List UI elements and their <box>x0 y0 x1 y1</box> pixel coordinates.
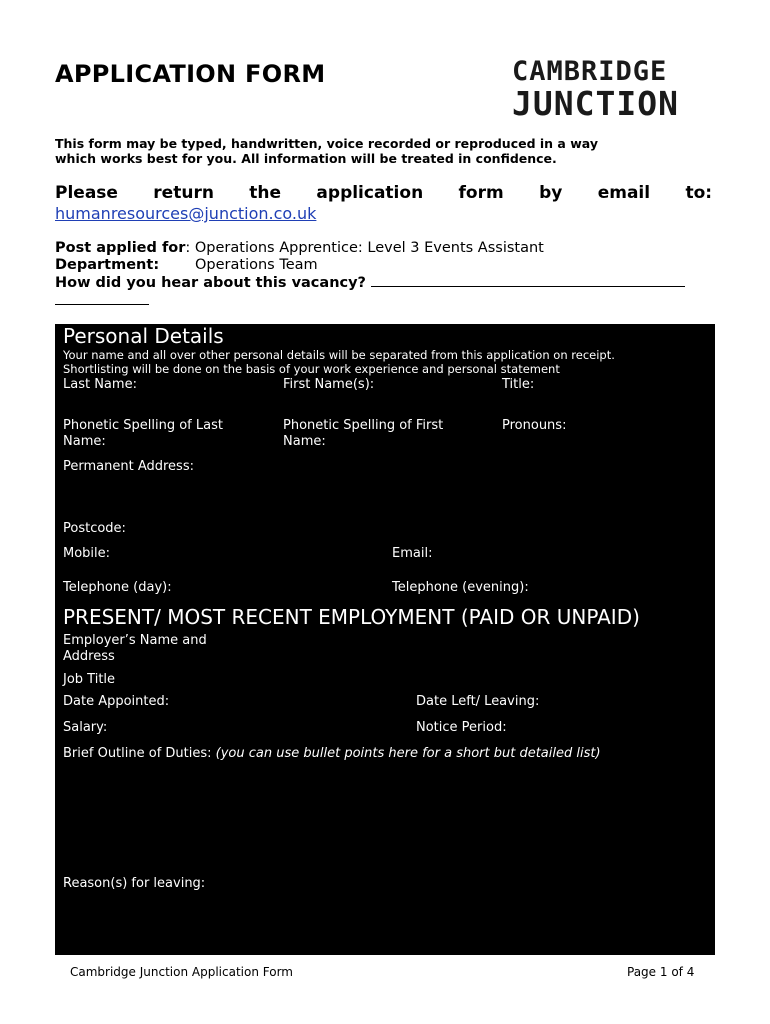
phonetic-first-name-label-1: Phonetic Spelling of First <box>283 418 444 433</box>
pronouns-field[interactable]: Pronouns: <box>502 418 567 433</box>
employer-name-address-field[interactable] <box>63 633 207 665</box>
permanent-address-field[interactable]: Permanent Address: <box>63 459 194 474</box>
return-word: to: <box>685 183 713 203</box>
phonetic-last-name-field[interactable] <box>63 418 223 450</box>
vacancy-source-field-continued[interactable] <box>55 304 149 305</box>
email-field[interactable]: Email: <box>392 546 433 561</box>
department-line <box>55 257 318 274</box>
last-name-field[interactable]: Last Name: <box>63 377 137 392</box>
title-field[interactable]: Title: <box>502 377 535 392</box>
phonetic-first-name-field[interactable] <box>283 418 443 450</box>
vacancy-source-field[interactable] <box>371 274 685 287</box>
footer-page-number: Page 1 of 4 <box>627 965 695 979</box>
employment-heading: PRESENT/ MOST RECENT EMPLOYMENT (PAID OR UNPAID) <box>63 605 640 629</box>
return-word: email <box>597 183 651 203</box>
notice-period-field[interactable]: Notice Period: <box>416 720 507 735</box>
return-word: by <box>539 183 563 203</box>
return-instruction <box>55 183 712 203</box>
personal-details-heading: Personal Details <box>63 324 224 348</box>
duties-hint: (you can use bullet points here for a short but detailed list) <box>215 746 601 761</box>
phonetic-last-name-label-1: Phonetic Spelling of Last <box>63 418 223 433</box>
employer-label-2: Address <box>63 649 115 664</box>
return-word: form <box>458 183 504 203</box>
cambridge-junction-logo <box>512 56 704 123</box>
job-title-field[interactable]: Job Title <box>63 672 116 687</box>
vacancy-source-label: How did you hear about this vacancy? <box>55 275 372 291</box>
return-word: return <box>153 183 214 203</box>
return-word: Please <box>55 183 118 203</box>
postcode-field[interactable]: Postcode: <box>63 521 126 536</box>
logo-line-2: JUNCTION <box>512 84 679 123</box>
personal-details-note-1: Your name and all over other personal details will be separated from this application on receipt. <box>63 348 615 362</box>
date-appointed-field[interactable]: Date Appointed: <box>63 694 170 709</box>
post-applied-line <box>55 240 544 257</box>
intro-text <box>55 136 715 166</box>
post-applied-label: Post applied for <box>55 240 186 256</box>
intro-line-2: which works best for you. All information will be treated in confidence. <box>55 151 557 166</box>
duties-field[interactable] <box>63 746 601 762</box>
salary-field[interactable]: Salary: <box>63 720 108 735</box>
department-value: Operations Team <box>195 257 318 273</box>
intro-line-1: This form may be typed, handwritten, voice recorded or reproduced in a way <box>55 136 598 151</box>
date-left-field[interactable]: Date Left/ Leaving: <box>416 694 540 709</box>
telephone-day-field[interactable]: Telephone (day): <box>63 580 172 595</box>
application-form-panel <box>55 324 715 955</box>
personal-details-note-2: Shortlisting will be done on the basis of your work experience and personal statement <box>63 362 560 376</box>
mobile-field[interactable]: Mobile: <box>63 546 111 561</box>
duties-label: Brief Outline of Duties: <box>63 746 216 761</box>
vacancy-source-line <box>55 274 685 292</box>
page-title: APPLICATION FORM <box>55 60 326 88</box>
phonetic-last-name-label-2: Name: <box>63 434 106 449</box>
department-label: Department: <box>55 257 160 273</box>
employer-label-1: Employer’s Name and <box>63 633 207 648</box>
post-applied-value: : Operations Apprentice: Level 3 Events Assistant <box>185 240 544 256</box>
phonetic-first-name-label-2: Name: <box>283 434 326 449</box>
return-word: application <box>316 183 424 203</box>
reasons-for-leaving-field[interactable]: Reason(s) for leaving: <box>63 876 206 891</box>
telephone-evening-field[interactable]: Telephone (evening): <box>392 580 529 595</box>
first-names-field[interactable]: First Name(s): <box>283 377 375 392</box>
logo-line-1: CAMBRIDGE <box>512 56 668 87</box>
hr-email-link[interactable]: humanresources@junction.co.uk <box>55 204 317 223</box>
footer-document-name: Cambridge Junction Application Form <box>70 965 293 979</box>
return-word: the <box>249 183 282 203</box>
